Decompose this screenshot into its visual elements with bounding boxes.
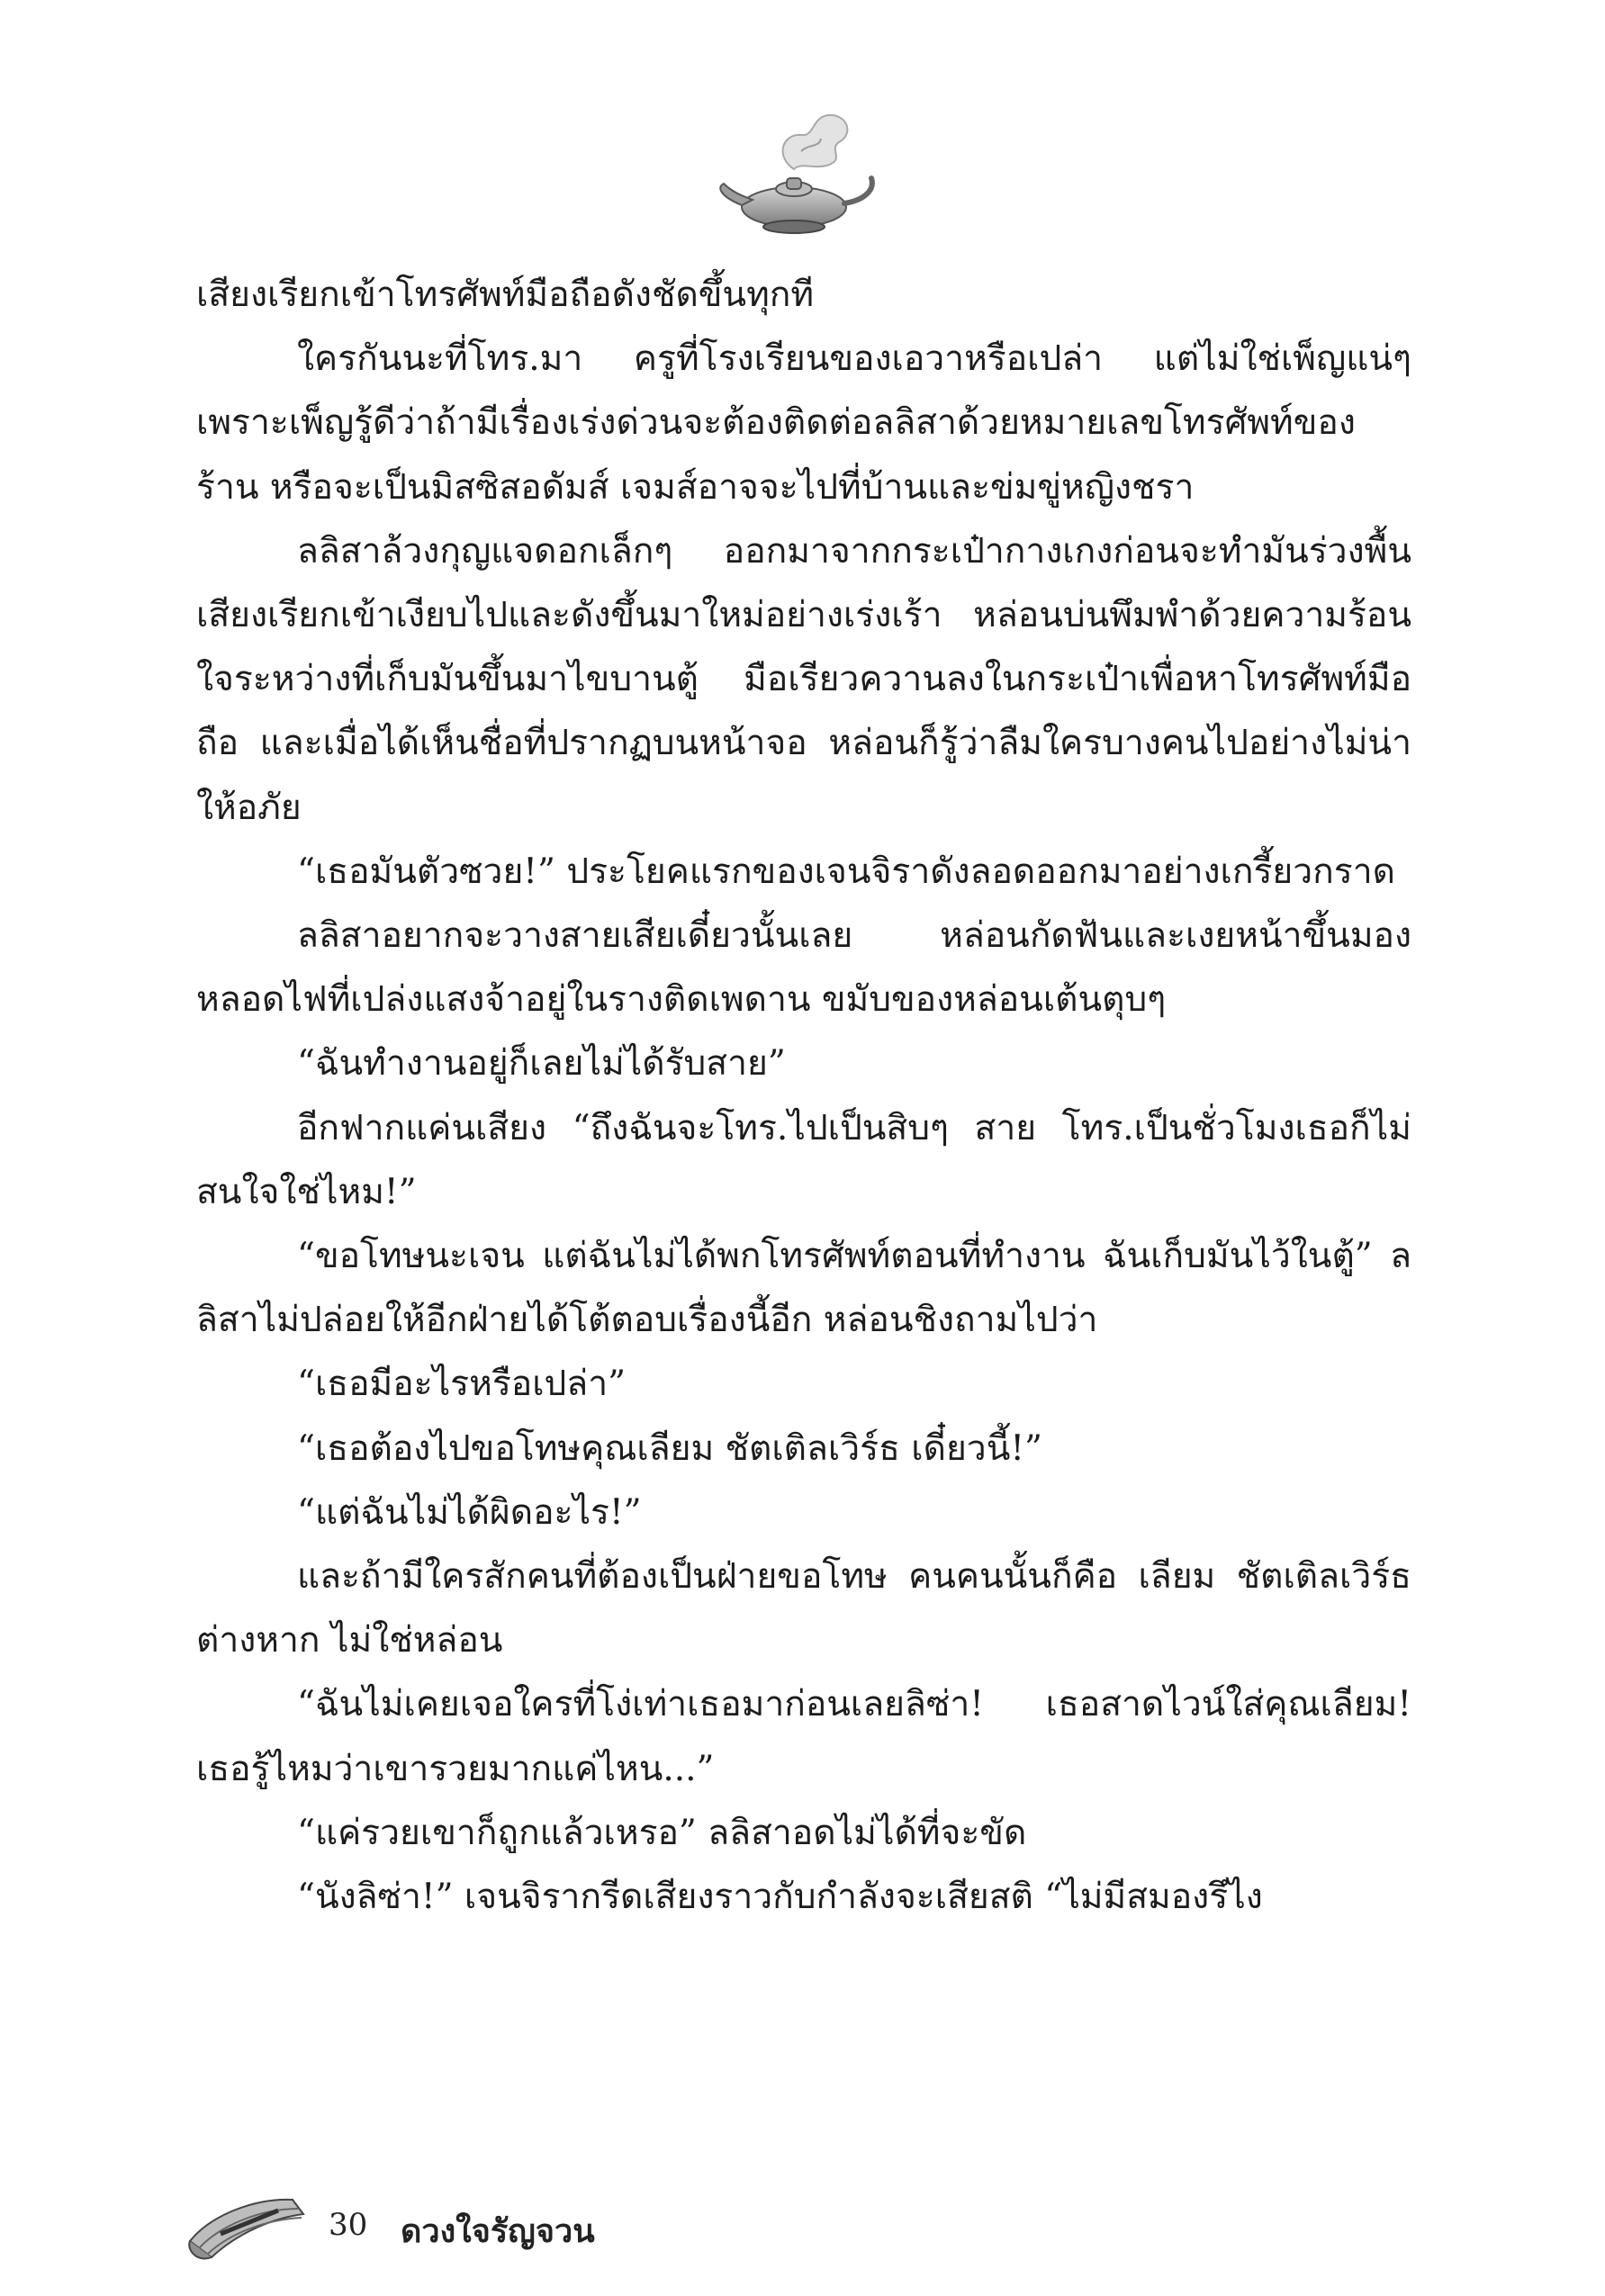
paragraph: ลลิสาอยากจะวางสายเสียเดี๋ยวนั้นเลย หล่อนกัดฟันและเงยหน้าขึ้นมองหลอดไฟที่เปล่งแสงจ้าอยู่ในรางติดเพดาน ขมับของหล่อนเต้นตุบๆ [196, 915, 1411, 1021]
paragraph: “ขอโทษนะเจน แต่ฉันไม่ได้พกโทรศัพท์ตอนที่ทำงาน ฉันเก็บมันไว้ในตู้” ลลิสาไม่ปล่อยให้อีกฝ่ายได้โต้ตอบเรื่องนี้อีก หล่อนชิงถามไปว่า [196, 1236, 1411, 1341]
paragraph: “เธอมีอะไรหรือเปล่า” [297, 1364, 627, 1405]
paragraph: “ฉันทำงานอยู่ก็เลยไม่ได้รับสาย” [297, 1043, 786, 1085]
genie-lamp-icon [711, 106, 882, 241]
paragraph: ใครกันนะที่โทร.มา ครูที่โรงเรียนของเอวาหรือเปล่า แต่ไม่ใช่เพ็ญแน่ๆ เพราะเพ็ญรู้ดีว่าถ้ามีเรื่องเร่งด่วนจะต้องติดต่อลลิสาด้วยหมายเลขโทรศัพท์ของร้าน หรือจะเป็นมิสซิสอดัมส์ เจมส์อาจจะไปที่บ้านและข่มขู่หญิงชรา [196, 338, 1411, 508]
paragraph: “เธอต้องไปขอโทษคุณเลียม ชัตเติลเวิร์ธ เดี๋ยวนี้!” [297, 1427, 1042, 1469]
paragraph: “นังลิซ่า!” เจนจิรากรีดเสียงราวกับกำลังจะเสียสติ “ไม่มีสมองรึไง [297, 1877, 1263, 1918]
chapter-body-text [196, 263, 1411, 1929]
newspaper-icon [185, 2178, 311, 2268]
paragraph: อีกฟากแค่นเสียง “ถึงฉันจะโทร.ไปเป็นสิบๆ สาย โทร.เป็นชั่วโมงเธอก็ไม่สนใจใช่ไหม!” [196, 1107, 1411, 1212]
paragraph: และถ้ามีใครสักคนที่ต้องเป็นฝ่ายขอโทษ คนคนนั้นก็คือ เลียม ชัตเติลเวิร์ธ ต่างหาก ไม่ใช่หล่อน [196, 1556, 1411, 1661]
paragraph: เสียงเรียกเข้าโทรศัพท์มือถือดังชัดขึ้นทุกที [196, 275, 815, 315]
page-footer [185, 2178, 815, 2277]
page-number: 30 [329, 2207, 368, 2243]
paragraph: “เธอมันตัวซวย!” ประโยคแรกของเจนจิราดังลอดออกมาอย่างเกรี้ยวกราด [297, 851, 1395, 892]
paragraph: ลลิสาล้วงกุญแจดอกเล็กๆ ออกมาจากกระเป๋ากางเกงก่อนจะทำมันร่วงพื้น เสียงเรียกเข้าเงียบไปและดังขึ้นมาใหม่อย่างเร่งเร้า หล่อนบ่นพึมพำด้วยความร้อนใจระหว่างที่เก็บมันขึ้นมาไขบานตู้ มือเรียวควานลงในกระเป๋าเพื่อหาโทรศัพท์มือถือ และเมื่อได้เห็นชื่อที่ปรากฏบนหน้าจอ หล่อนก็รู้ว่าลืมใครบางคนไปอย่างไม่น่าให้อภัย [196, 530, 1411, 828]
book-title: ดวงใจรัญจวน [401, 2213, 595, 2250]
paragraph: “แต่ฉันไม่ได้ผิดอะไร!” [297, 1491, 642, 1533]
paragraph: “แค่รวยเขาก็ถูกแล้วเหรอ” ลลิสาอดไม่ได้ที่จะขัด [297, 1812, 1027, 1853]
paragraph: “ฉันไม่เคยเจอใครที่โง่เท่าเธอมาก่อนเลยลิซ่า! เธอสาดไวน์ใส่คุณเลียม! เธอรู้ไหมว่าเขารวยมากแค่ไหน...” [196, 1684, 1411, 1789]
